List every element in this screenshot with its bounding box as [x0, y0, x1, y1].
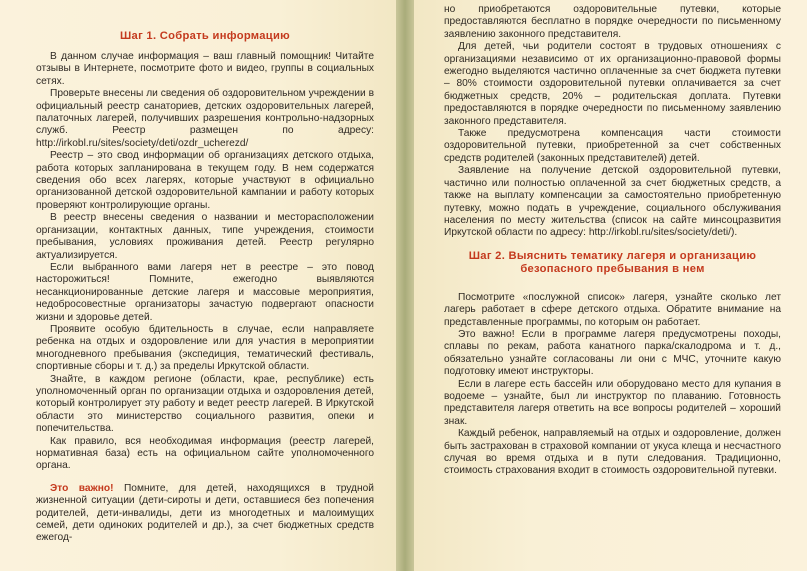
- book-spine: [396, 0, 414, 571]
- paragraph: Реестр – это свод информации об организациях детского отдыха, работа которых запланирована в текущем году. В нем содержатся сведения обо всех лагерях, которые участвуют в официально организованной детской оздоровительной кампании и работу которых проверяют контролирующие органы.: [36, 150, 374, 211]
- paragraph-text: Заявление на получение детской оздоровительной путевки, частично или полностью оплаченной за счет бюджетных средств, а также на выплату компенсации за самостоятельно приобретенную путевку, можно подать в учреждение, социального обслуживания населения по месту жительства (список на сайте минсоцразвития Иркутской области по адресу:: [444, 165, 781, 239]
- paragraph: Это важно! Если в программе лагеря предусмотрены походы, сплавы по рекам, работа канатного парка/скалодрома и т. д., обязательно узнайте согласованы ли они с МЧС, уточните какую подготовку имеют инструкторы.: [444, 328, 781, 378]
- paragraph: В данном случае информация – ваш главный помощник! Читайте отзывы в Интернете, посмотрите фото и видео, группы в социальных сетях.: [36, 51, 374, 87]
- paragraph: Также предусмотрена компенсация части стоимости оздоровительной путевки, приобретенной за счет собственных средств родителей (законных представителей) детей.: [444, 128, 781, 164]
- paragraph: Каждый ребенок, направляемый на отдых и оздоровление, должен быть застрахован в страховой компании от укуса клеща и несчастного случая во время отдыха и в пути следования. Традиционно, стоимость страхования входит в стоимость оздоровительной путевки.: [444, 428, 781, 477]
- paragraph: Если в лагере есть бассейн или оборудовано место для купания в водоеме – узнайте, был ли инструктор по плаванию. Готовность представителя лагеря ответить на все вопросы родителей – хороший знак.: [444, 378, 781, 427]
- paragraph-text: Проверьте внесены ли сведения об оздоровительном учреждении в официальный реестр санаториев, детских оздоровительных лагерей, палаточных лагерей, получивших разрешения контрольно-надзорных служб. Реестр размещен по адресу:: [36, 88, 374, 137]
- paragraph-registry: [36, 88, 374, 150]
- link-tail: ).: [730, 227, 738, 239]
- important-label: Это важно!: [50, 482, 114, 494]
- step-2-heading: Шаг 2. Выяснить тематику лагеря и организацию безопасного пребывания в нем: [468, 249, 757, 275]
- paragraph: Посмотрите «послужной список» лагеря, узнайте сколько лет лагерь работает в сфере детского отдыха. Обратите внимание на представленные программы, по которым он работает.: [444, 291, 781, 328]
- paragraph: Если выбранного вами лагеря нет в реестре – это повод насторожиться! Помните, ежегодно выявляются несанкционированные детские лагеря и массовые мероприятия, недобросовестные организаторы зачастую подвергают опасности жизни и здоровье детей.: [36, 261, 374, 323]
- paragraph: Как правило, вся необходимая информация (реестр лагерей, нормативная база) есть на официальном сайте уполномоченного органа.: [36, 435, 374, 472]
- step-1-heading: Шаг 1. Собрать информацию: [120, 30, 290, 42]
- paragraph: Проявите особую бдительность в случае, если направляете ребенка на отдых и оздоровление или для участия в мероприятии многодневного пребывания (экспедиция, тематический фестиваль, спортивные сборы и т. д.) за пределы Иркутской области.: [36, 323, 374, 373]
- registry-link[interactable]: http://irkobl.ru/sites/society/deti/ozdr_ucherezd/: [36, 137, 249, 149]
- paragraph: В реестр внесены сведения о названии и месторасположении организации, контактных данных, типе учреждения, стоимости пребывания, условиях проживания детей. Реестр регулярно актуализируется.: [36, 212, 374, 261]
- right-page: [414, 0, 807, 571]
- paragraph: Знайте, в каждом регионе (области, крае, республике) есть уполномоченный орган по организации отдыха и оздоровления детей, который контролирует эту работу и ведет реестр лагерей. В Иркутской области это министерство социального развития, опеки и попечительства.: [36, 373, 374, 435]
- paragraph: Для детей, чьи родители состоят в трудовых отношениях с организациями независимо от их организационно-правовой формы ежегодно выделяются частично оплаченные за счет бюджета путевки – 80% стоимости оздоровительной путевки оплачивается за счет бюджетных средств, 20% – родительская доплата. Путевки предоставляются в порядке очередности по письменному заявлению законного представителя.: [444, 41, 781, 127]
- paragraph-social: [444, 165, 781, 239]
- left-page: [0, 0, 396, 571]
- important-note: [36, 483, 374, 545]
- paragraph: но приобретаются оздоровительные путевки, которые предоставляются бесплатно в порядке очередности по письменному заявлению законного представителя.: [444, 4, 781, 40]
- social-link[interactable]: http://irkobl.ru/sites/society/deti/: [588, 227, 731, 239]
- important-text: Помните, для детей, находящихся в трудной жизненной ситуации (дети-сироты и дети, оставшиеся без попечения родителей, дети-инвалиды, дети из многодетных и малоимущих семей, дети одиноких родителей и др.), за счет бюджетных средств ежегод-: [36, 482, 374, 544]
